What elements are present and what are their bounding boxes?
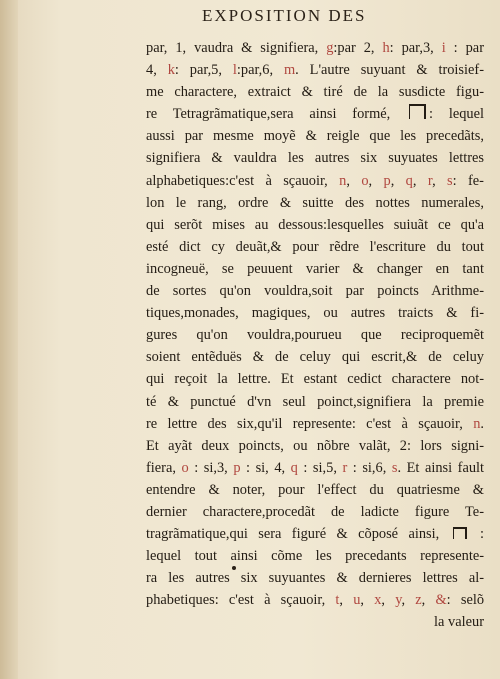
text-segment: entendre & noter, pour l'effect du quatriesme & <box>146 481 484 498</box>
text-line <box>146 479 484 501</box>
text-segment: fiera, <box>146 459 182 476</box>
text-segment: , <box>390 172 406 189</box>
text-line <box>146 214 484 236</box>
text-segment: : si,3, <box>188 459 234 476</box>
text-segment: :par,6, <box>236 62 284 79</box>
text-line <box>146 501 484 523</box>
letter-marker: m <box>283 62 296 79</box>
text-segment: la valeur <box>434 614 484 631</box>
text-segment: . <box>480 415 484 432</box>
text-line <box>146 545 484 567</box>
text-segment: , <box>412 172 428 189</box>
text-segment: : par,3, <box>389 40 442 56</box>
text-segment: incogneuë, se peuuent varier & changer en tant <box>146 260 484 277</box>
text-segment: , <box>421 592 436 609</box>
text-segment: qui serõt mises au dessous:lesquelles suiuãt ce qu'a <box>146 216 484 233</box>
letter-marker: h <box>382 40 390 56</box>
text-segment: , <box>432 172 448 189</box>
text-segment: . L'autre suyuant & troisief- <box>295 62 484 79</box>
text-line <box>146 170 484 192</box>
letter-marker: p <box>383 172 391 189</box>
signature-dot <box>232 566 236 570</box>
text-segment: Et ayãt deux poincts, ou nõbre valãt, 2: lors signi- <box>146 437 484 454</box>
text-line <box>146 346 484 368</box>
letter-marker: z <box>415 592 422 609</box>
text-segment: , <box>360 592 375 609</box>
text-segment: lon le rang, ordre & suitte des nottes numerales, <box>146 194 484 211</box>
text-segment: signifiera & vauldra les autres six suyuates lettres <box>146 150 484 167</box>
text-line <box>146 435 484 457</box>
text-segment: : <box>469 526 484 543</box>
text-segment: dernier charactere,procedãt de ladicte figure Te- <box>146 503 484 520</box>
letter-marker: k <box>167 62 175 79</box>
letter-marker: u <box>353 592 361 609</box>
text-segment: 4, <box>146 62 168 79</box>
letter-marker: s <box>391 459 398 476</box>
text-line <box>146 391 484 413</box>
text-line <box>146 192 484 214</box>
text-segment: par, 1, vaudra & signifiera, <box>146 40 327 56</box>
text-segment: té & punctué d'vn seul poinct,signifiera la premie <box>146 393 484 410</box>
letter-marker: g <box>326 40 334 56</box>
letter-marker: & <box>435 592 447 609</box>
text-segment: , <box>346 172 362 189</box>
text-line <box>146 567 484 589</box>
text-segment: :par 2, <box>333 40 383 56</box>
text-segment: : si,5, <box>297 459 343 476</box>
letter-marker: l <box>232 62 237 79</box>
letter-marker: r <box>427 172 433 189</box>
text-line <box>146 81 484 103</box>
letter-marker: n <box>339 172 347 189</box>
text-segment: : selõ <box>446 592 484 609</box>
text-line <box>146 37 484 59</box>
text-segment: : si,6, <box>347 459 392 476</box>
text-line <box>146 611 484 633</box>
text-line <box>146 103 484 125</box>
text-segment: , <box>401 592 416 609</box>
text-line <box>146 280 484 302</box>
letter-marker: r <box>342 459 348 476</box>
body-text <box>146 37 484 634</box>
text-segment: . Et ainsi fault <box>397 459 484 476</box>
text-segment: aussi par mesme moyẽ & reigle que les precedãts, <box>146 128 484 145</box>
letter-marker: o <box>181 459 189 476</box>
letter-marker: x <box>374 592 382 609</box>
text-line <box>146 324 484 346</box>
text-line <box>146 523 484 545</box>
text-segment: soient entẽduës & de celuy qui escrit,& de celuy <box>146 349 484 366</box>
letter-marker: q <box>405 172 413 189</box>
text-segment: esté dict cy deuãt,& pour rẽdre l'escriture du tout <box>146 238 484 255</box>
text-line <box>146 147 484 169</box>
tetragrammatic-character-mark <box>453 527 467 539</box>
running-head: EXPOSITION DES <box>202 6 367 25</box>
letter-marker: y <box>395 592 402 609</box>
text-segment: : par <box>445 40 484 56</box>
text-segment: , <box>339 592 354 609</box>
text-segment: tiques,monades, magiques, ou autres traicts & fi- <box>146 305 484 322</box>
text-segment: gures qu'on vouldra,pourueu que reciproquemẽt <box>146 327 484 344</box>
letter-marker: o <box>361 172 369 189</box>
text-segment: de sortes qu'on vouldra,soit par poincts Arithme- <box>146 283 484 300</box>
text-segment: ra les autres six suyuantes & dernieres lettres al- <box>146 570 484 587</box>
letter-marker: p <box>233 459 241 476</box>
tetragrammatic-character-mark <box>409 104 426 119</box>
text-segment: re Tetragrãmatique,sera ainsi formé, <box>146 106 407 123</box>
text-segment: phabetiques: c'est à sçauoir, <box>146 592 336 609</box>
letter-marker: s <box>447 172 453 189</box>
text-line <box>146 413 484 435</box>
text-segment: lequel tout ainsi cõme les precedants represente- <box>146 548 484 565</box>
text-segment: re lettre des six,qu'il represente: c'est à sçauoir, <box>146 415 474 432</box>
text-line <box>146 457 484 479</box>
text-segment: , <box>381 592 396 609</box>
text-line <box>146 59 484 81</box>
text-segment: me charactere, extraict & tiré de la susdicte figu- <box>146 84 484 101</box>
text-line <box>146 302 484 324</box>
text-line <box>146 125 484 147</box>
text-line <box>146 368 484 390</box>
letter-marker: t <box>335 592 340 609</box>
text-segment: , <box>368 172 384 189</box>
text-line <box>146 589 484 611</box>
letter-marker: q <box>290 459 298 476</box>
page-gutter <box>0 0 18 679</box>
text-segment: : par,5, <box>174 62 233 79</box>
letter-marker: i <box>441 40 446 56</box>
text-segment: : lequel <box>429 106 484 123</box>
text-segment: : fe- <box>452 172 484 189</box>
text-segment: : si, 4, <box>240 459 291 476</box>
letter-marker: n <box>473 415 481 432</box>
text-line <box>146 258 484 280</box>
text-line <box>146 236 484 258</box>
text-segment: tragrãmatique,qui sera figuré & cõposé ainsi, <box>146 526 450 543</box>
text-segment: qui reçoit la lettre. Et estant cedict charactere not- <box>146 371 484 388</box>
text-segment: alphabetiques:c'est à sçauoir, <box>146 172 340 189</box>
